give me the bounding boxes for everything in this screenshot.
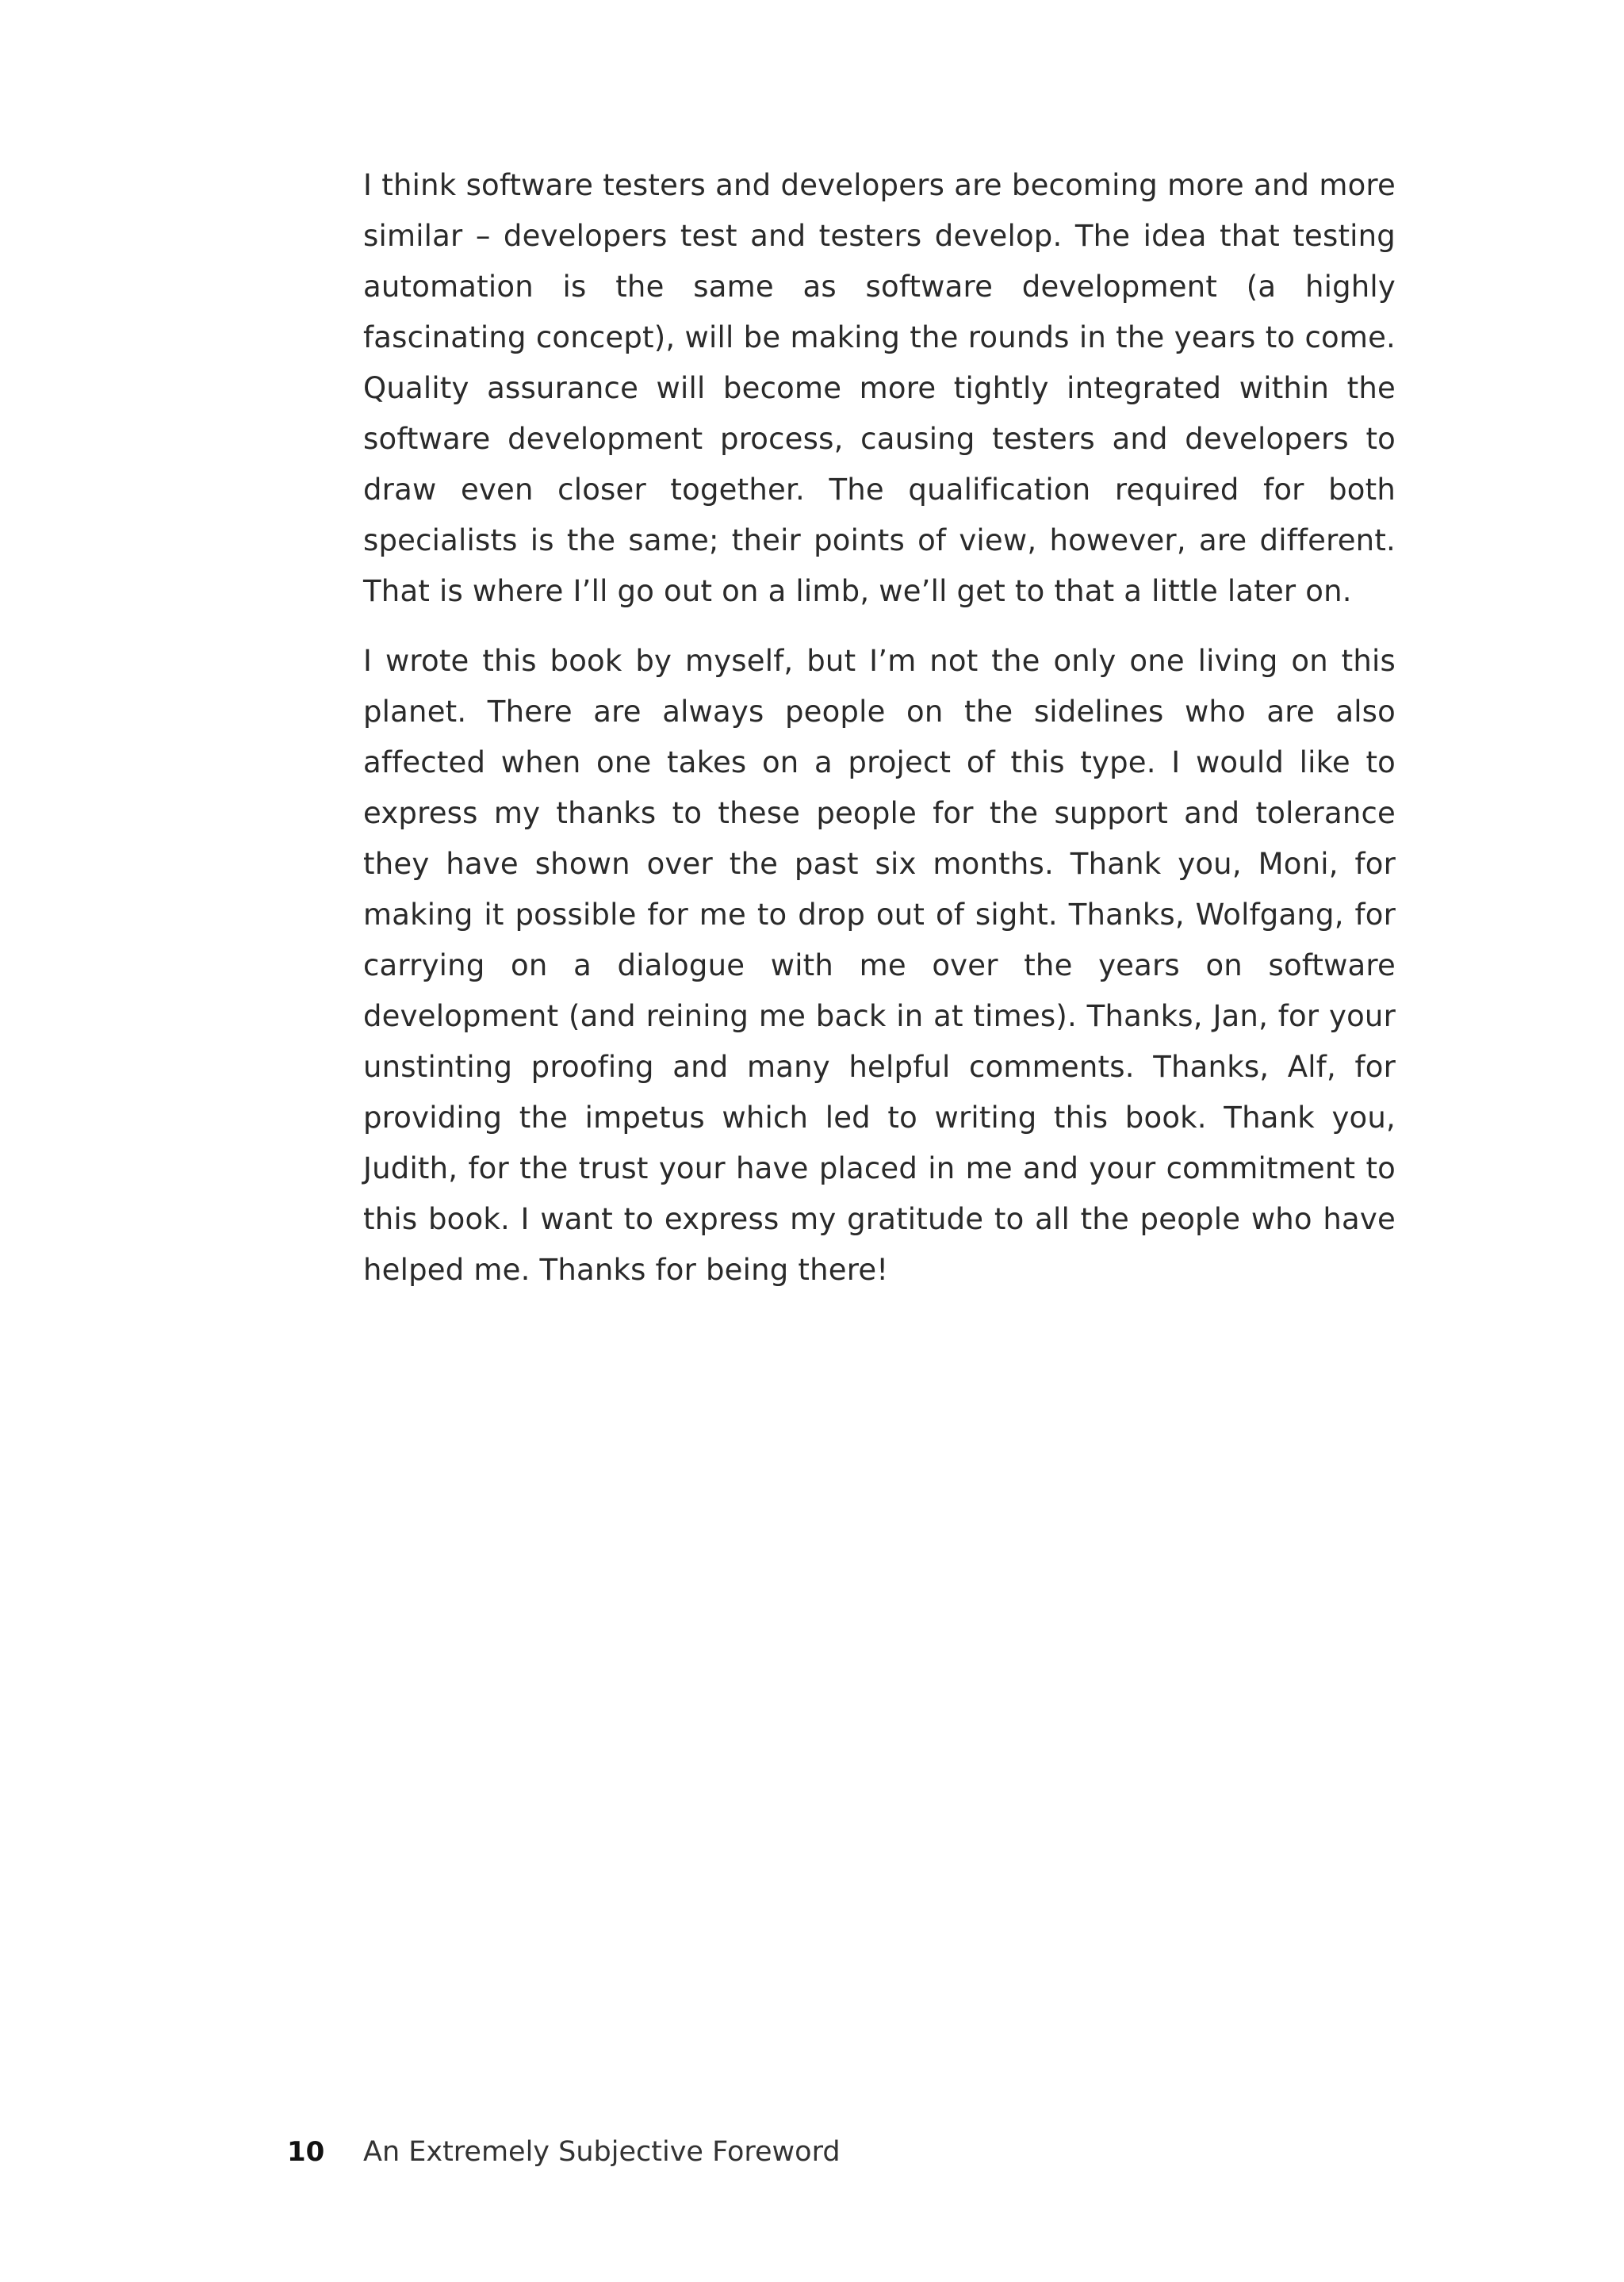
body-text [363,160,1396,1315]
paragraph-testers-developers: I think software testers and developers are becoming more and more similar – developers test and testers develop. The idea that testing automation is the same as software development (a highly fascinating concept), will be making the rounds in the years to come. Quality assurance will become more tightly integrated within the software development process, causing testers and developers to draw even closer together. The qualification required for both specialists is the same; their points of view, however, are different. That is where I’ll go out on a limb, we’ll get to that a little later on. [363,168,1396,608]
paragraph-acknowledgements: I wrote this book by myself, but I’m not the only one living on this planet. There are always people on the sidelines who are also affected when one takes on a project of this type. I would like to express my thanks to these people for the support and tolerance they have shown over the past six months. Thank you, Moni, for making it possible for me to drop out of sight. Thanks, Wolfgang, for carrying on a dialogue with me over the years on software development (and reining me back in at times). Thanks, Jan, for your unstinting proofing and many helpful comments. Thanks, Alf, for providing the impetus which led to writing this book. Thank you, Judith, for the trust your have placed in me and your commitment to this book. I want to express my gratitude to all the people who have helped me. Thanks for being there! [363,644,1396,1287]
page-footer [287,2136,841,2174]
running-title: An Extremely Subjective Foreword [363,2136,841,2168]
page-number: 10 [287,2136,325,2168]
